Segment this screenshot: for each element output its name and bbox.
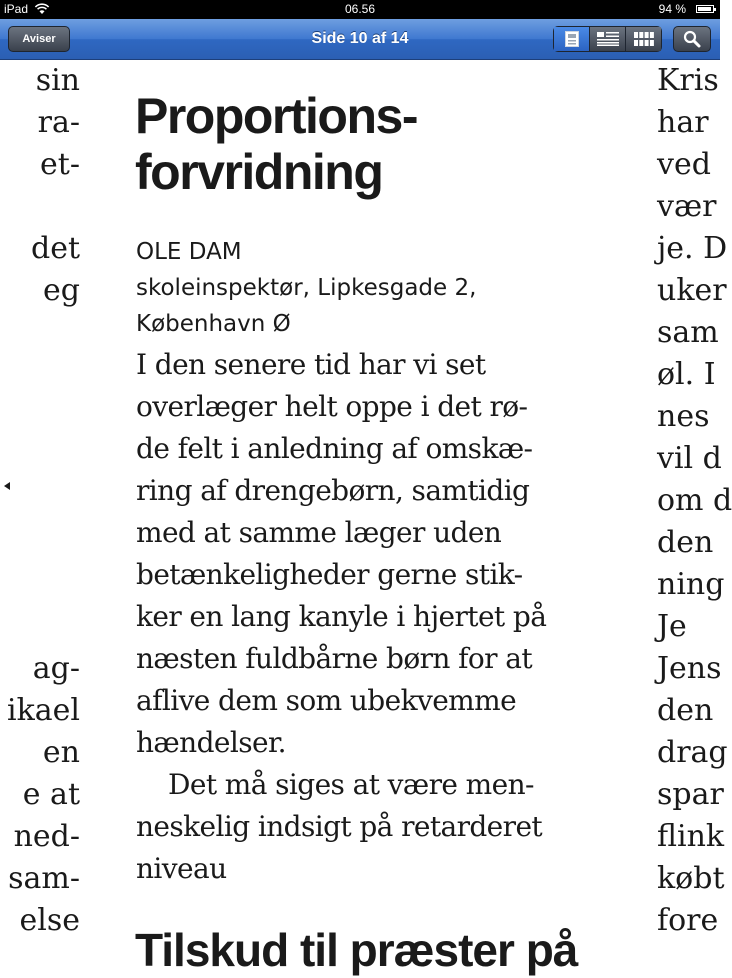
body-text-line: overlæger helt oppe i det rø- <box>136 390 528 423</box>
byline-line: OLE DAM <box>136 239 242 265</box>
left-column-line: e at <box>22 777 80 812</box>
single-page-view-button[interactable] <box>554 27 590 51</box>
right-column-line: nes <box>657 399 710 434</box>
left-column-line <box>0 606 80 648</box>
left-column-line: sin <box>35 63 80 98</box>
left-column-line <box>0 312 80 354</box>
left-column-line: else <box>19 903 80 938</box>
right-column-line: ved <box>657 147 711 182</box>
view-mode-toggle <box>553 26 662 52</box>
navigation-bar <box>0 19 720 60</box>
right-column-line: sam <box>657 315 719 350</box>
search-button[interactable] <box>673 26 711 52</box>
right-column-line: har <box>657 105 709 140</box>
right-column-line: uker <box>657 273 727 308</box>
headline-line: Proportions- <box>135 88 417 144</box>
left-column-line: et- <box>40 147 80 182</box>
right-column-line: øl. I <box>657 357 716 392</box>
newspaper-page[interactable] <box>0 60 732 976</box>
left-column-line: ra- <box>37 105 80 140</box>
right-column-line: spar <box>657 777 724 812</box>
right-column-line: flink <box>657 819 725 854</box>
left-column-line <box>0 396 80 438</box>
battery-level-fill <box>698 7 711 11</box>
text-list-view-button[interactable] <box>590 27 626 51</box>
right-column-line: den <box>657 693 714 728</box>
right-column-line: Jens <box>657 651 722 686</box>
body-text-line: betænkeligheder gerne stik- <box>136 558 523 591</box>
byline-line: København Ø <box>136 311 291 337</box>
headline-line: forvridning <box>135 144 383 200</box>
body-text-line: med at samme læger uden <box>136 516 502 549</box>
article-body <box>136 344 616 890</box>
search-icon <box>683 30 701 48</box>
battery-percentage: 94 % <box>658 2 686 16</box>
left-column-line <box>0 480 80 522</box>
body-text-line: ring af drengebørn, samtidig <box>136 474 530 507</box>
clock: 06.56 <box>344 2 376 16</box>
next-article-headline: Tilskud til præster på <box>135 924 578 976</box>
left-column-line <box>0 354 80 396</box>
left-column-line: ag- <box>32 651 80 686</box>
text-list-icon <box>597 32 619 46</box>
body-text-line: neskelig indsigt på retarderet <box>136 810 543 843</box>
body-text-line: de felt i anledning af omskæ- <box>136 432 533 465</box>
right-column-line: vær <box>657 189 717 224</box>
right-column-line: Je <box>657 609 687 644</box>
battery-icon <box>696 5 714 13</box>
right-column-line: vil d <box>657 441 722 476</box>
right-column-line: Kris <box>657 63 719 98</box>
single-page-icon <box>565 31 579 47</box>
left-column-line <box>0 522 80 564</box>
article-byline <box>136 234 636 342</box>
page-indicator-title: Side 10 af 14 <box>311 30 409 47</box>
battery-nub <box>714 8 716 11</box>
right-column-text <box>657 60 732 942</box>
column-marker-glyph <box>4 482 10 490</box>
left-column-text <box>0 60 80 942</box>
grid-icon <box>634 32 654 46</box>
byline-line: skoleinspektør, Lipkesgade 2, <box>136 275 477 301</box>
left-column-line <box>0 438 80 480</box>
body-text-line: I den senere tid har vi set <box>136 348 486 381</box>
right-column-line: drag <box>657 735 728 770</box>
right-column-line: ning <box>657 567 725 602</box>
status-bar <box>0 0 720 19</box>
right-column-line: den <box>657 525 714 560</box>
left-column-line: en <box>42 735 80 770</box>
right-column-line: je. D <box>657 231 728 266</box>
left-column-line: ned- <box>13 819 80 854</box>
body-text-line: næsten fuldbårne børn for at <box>136 642 533 675</box>
left-column-line: sam- <box>8 861 80 896</box>
left-column-line <box>0 186 80 228</box>
right-column-line: om d <box>657 483 732 518</box>
right-column-line: købt <box>657 861 725 896</box>
left-column-line: eg <box>43 273 80 308</box>
article-headline <box>135 88 635 200</box>
left-column-line: ikael <box>6 693 80 728</box>
body-text-line: ker en lang kanyle i hjertet på <box>136 600 547 633</box>
right-column-line: fore <box>657 903 719 938</box>
left-column-line <box>0 564 80 606</box>
device-name: iPad <box>4 2 29 16</box>
body-text-line: hændelser. <box>136 726 286 759</box>
grid-view-button[interactable] <box>626 27 661 51</box>
body-text-line: niveau <box>136 852 227 885</box>
back-to-newspapers-button[interactable]: Aviser <box>8 26 70 52</box>
body-text-line: Det må siges at være men- <box>168 768 534 801</box>
body-text-line: aflive dem som ubekvemme <box>136 684 517 717</box>
left-column-line: det <box>30 231 80 266</box>
